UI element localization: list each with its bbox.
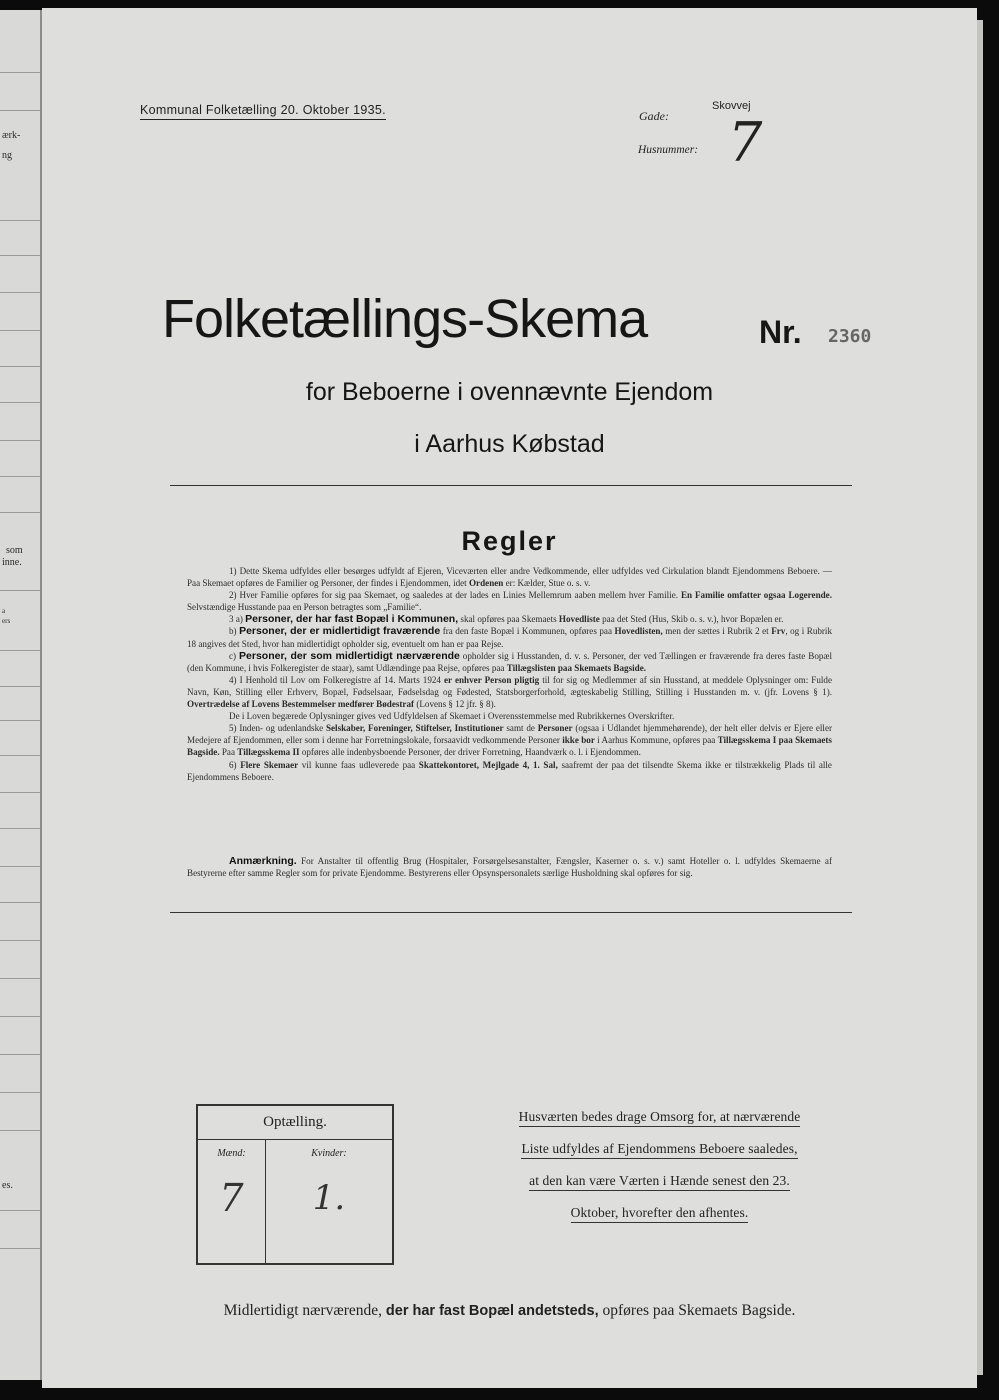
rule-text-bold: Overtrædelse af Lovens Bestemmelser medfører Bødestraf <box>187 699 415 710</box>
left-fragment: som <box>6 545 23 556</box>
rule-text-bold: Tillægsskema II <box>237 747 300 758</box>
rule-text: b) <box>229 626 237 637</box>
rule-text: Selvstændige Husstande paa en Person betragtes som „Familie“. <box>187 602 422 613</box>
men-count: 7 <box>219 1176 244 1220</box>
rule-text: 4) I Henhold til Lov om Folkeregistre af 14. Marts 1924 <box>229 674 441 685</box>
rule-text: opholder sig i Husstanden, d. v. s. Personer, der ved Tællingen er fraværende fra deres faste Bopæl (den Kommune, i hvis Folkeregister de staar), samt Udlændinge paa Rejse, opføres paa <box>187 650 833 673</box>
count-box <box>196 1104 394 1265</box>
footer-text-bold: der har fast Bopæl andetsteds, <box>385 1303 599 1319</box>
rule-text-bold: Personer <box>537 723 573 734</box>
rule-text-bold: Flere Skemaer <box>240 759 299 770</box>
divider <box>170 912 852 913</box>
notice-line: Oktober, hvorefter den afhentes. <box>571 1204 749 1223</box>
husnummer-value: 7 <box>728 111 763 174</box>
husnummer-label: Husnummer: <box>638 144 699 156</box>
rule-1 <box>187 565 832 589</box>
rule-text: vil kunne faas udleverede paa <box>301 759 416 770</box>
women-count: 1. <box>312 1178 346 1218</box>
left-fragment: ærk- <box>2 130 21 141</box>
rule-text: 3 a) <box>229 614 243 625</box>
adjacent-page-edge <box>0 10 42 1380</box>
notice-line: at den kan være Værten i Hænde senest den 23. <box>529 1172 790 1191</box>
rule-text: er: Kælder, Stue o. s. v. <box>505 578 591 589</box>
remark-text: For Anstalter til offentlig Brug (Hospitaler, Forsørgelsesanstalter, Fængsler, Kaserner o. s. v.) samt Hoteller o. l. udfyldes Skemaerne af Bestyrerne efter samme Regler som for private Ejendomme. Bestyrerens eller Opsynspersonalets særlige Husholdning skal opføres for sig. <box>187 856 832 878</box>
footer-text: opføres paa Skemaets Bagside. <box>602 1302 796 1319</box>
men-label: Mænd: <box>217 1148 246 1159</box>
notice-line: Husværten bedes drage Omsorg for, at nærværende <box>519 1108 801 1127</box>
rule-text-bold: Personer, der som midlertidigt nærværende <box>239 649 460 662</box>
rule-text: 6) <box>229 759 237 770</box>
rule-text: men der sættes i Rubrik 2 et <box>665 626 769 637</box>
women-label: Kvinder: <box>311 1148 347 1159</box>
rule-text: skal opføres paa Skemaets <box>460 614 557 625</box>
census-date-line: Kommunal Folketælling 20. Oktober 1935. <box>140 103 386 120</box>
rule-text-bold: Frv <box>771 626 786 637</box>
rule-text-bold: Tillægsskema I paa Skemaets Bagside. <box>187 735 832 758</box>
left-fragment: ers <box>2 617 11 625</box>
divider <box>170 485 852 486</box>
rule-text: saafremt der paa det tilsendte Skema ikke er tilstrækkelig Plads til alle Ejendommens Beboere. <box>187 759 832 782</box>
form-subtitle: for Beboerne i ovennævnte Ejendom <box>305 378 714 406</box>
rule-text-bold: Hovedlisten, <box>614 626 663 637</box>
gade-label: Gade: <box>639 109 669 123</box>
rule-3c <box>187 650 832 674</box>
notice-line: Liste udfyldes af Ejendommens Beboere saaledes, <box>521 1140 797 1159</box>
rule-text: opføres alle indenbysboende Personer, der driver Forretning, Haandværk o. l. i Ejendommen. <box>301 747 641 758</box>
rule-text-bold: Selskaber, Foreninger, Stiftelser, Institutioner <box>325 723 504 734</box>
count-title: Optælling. <box>263 1114 327 1130</box>
rule-text-bold: er enhver Person pligtig <box>444 674 540 685</box>
rule-4-continued: De i Loven begærede Oplysninger gives ved Udfyldelsen af Skemaet i Overensstemmelse med Rubrikkernes Overskrifter. <box>229 711 675 722</box>
count-box-divider <box>198 1139 392 1140</box>
rule-text: (ogsaa i Udlandet hjemmehørende), der helt eller delvis er Ejere eller Medejere af Ejendommen, eller som i denne har Forretningslokale, forsaavidt vedkommende Personer <box>187 723 833 746</box>
rule-text: i Aarhus Kommune, opføres paa <box>597 735 716 746</box>
rule-text-bold: Hovedliste <box>558 614 600 625</box>
rule-text: (Lovens § 12 jfr. § 8). <box>416 699 496 710</box>
rule-text: 2) Hver Familie opføres for sig paa Skemaet, og saaledes at der lades en Linies Mellemrum aaben mellem hver Familie. <box>229 590 679 601</box>
form-title: Folketællings-Skema <box>162 289 648 349</box>
rule-text: fra den faste Bopæl i Kommunen, opføres paa <box>442 626 612 637</box>
page-edge <box>977 20 983 1375</box>
rule-text: til for sig og Medlemmer af sin Husstand, at meddele Oplysninger om: Fulde Navn, Køn, Stilling eller Erhverv, Bopæl, Fødselsaar, Fødselsdag og Fødested, Statsborgerforhold, ægteskabelig Stilling, Stilling i Husstanden m. v. (jfr. Lovens § 1). <box>187 674 832 697</box>
rule-text: samt de <box>506 723 535 734</box>
rule-text-bold: Personer, der er midlertidigt fraværende <box>239 625 441 638</box>
rule-5 <box>187 722 832 758</box>
left-fragment: inne. <box>2 557 22 568</box>
rule-text: , og i Rubrik 18 angives det Sted, hvor han midlertidigt opholder sig, eventuelt om han er paa Rejse. <box>187 626 833 649</box>
gade-value: Skovvej <box>712 100 751 112</box>
rule-6 <box>187 759 832 783</box>
rule-text-bold: Ordenen <box>468 578 504 589</box>
rule-text-bold: En Familie omfatter ogsaa Logerende. <box>680 590 832 601</box>
landlord-notice <box>487 1108 832 1236</box>
rule-2 <box>187 589 832 613</box>
form-number-label: Nr. <box>759 314 802 350</box>
footer-text: Midlertidigt nærværende, <box>223 1302 383 1319</box>
remark-label: Anmærkning. <box>229 855 297 867</box>
rule-3a <box>187 613 832 625</box>
remark-paragraph <box>187 855 832 879</box>
rule-text-bold: Tillægslisten paa Skemaets Bagside. <box>506 662 647 673</box>
rule-3b <box>187 625 832 649</box>
census-form-page <box>42 8 977 1388</box>
form-number-value: 2360 <box>828 326 872 347</box>
rule-text-bold: ikke bor <box>562 735 595 746</box>
rules-heading: Regler <box>461 526 558 556</box>
left-fragment: ng <box>2 150 12 161</box>
rule-text: 5) Inden- og udenlandske <box>229 723 324 734</box>
footer-note <box>42 1302 977 1320</box>
rule-text-bold: Personer, der har fast Bopæl i Kommunen, <box>245 613 459 626</box>
rule-4 <box>187 674 832 710</box>
rule-text: paa det Sted (Hus, Skib o. s. v.), hvor Bopælen er. <box>602 614 784 625</box>
rule-text: c) <box>229 650 237 661</box>
form-subtitle-city: i Aarhus Købstad <box>414 430 605 458</box>
left-fragment: es. <box>2 1180 13 1191</box>
rule-text: 1) Dette Skema udfyldes eller besørges udfyldt af Ejeren, Viceværten eller andre Vedkommende, eller udfyldes ved Cirkulation blandt Ejendommens Beboere. — Paa Skemaet opføres de Familier og Personer, der findes i Ejendommen, idet <box>187 566 832 589</box>
left-fragment: a <box>2 607 6 615</box>
rules-body <box>187 565 832 783</box>
rule-text-bold: Skattekontoret, Mejlgade 4, 1. Sal, <box>418 759 558 770</box>
rule-text: Paa <box>221 747 236 758</box>
